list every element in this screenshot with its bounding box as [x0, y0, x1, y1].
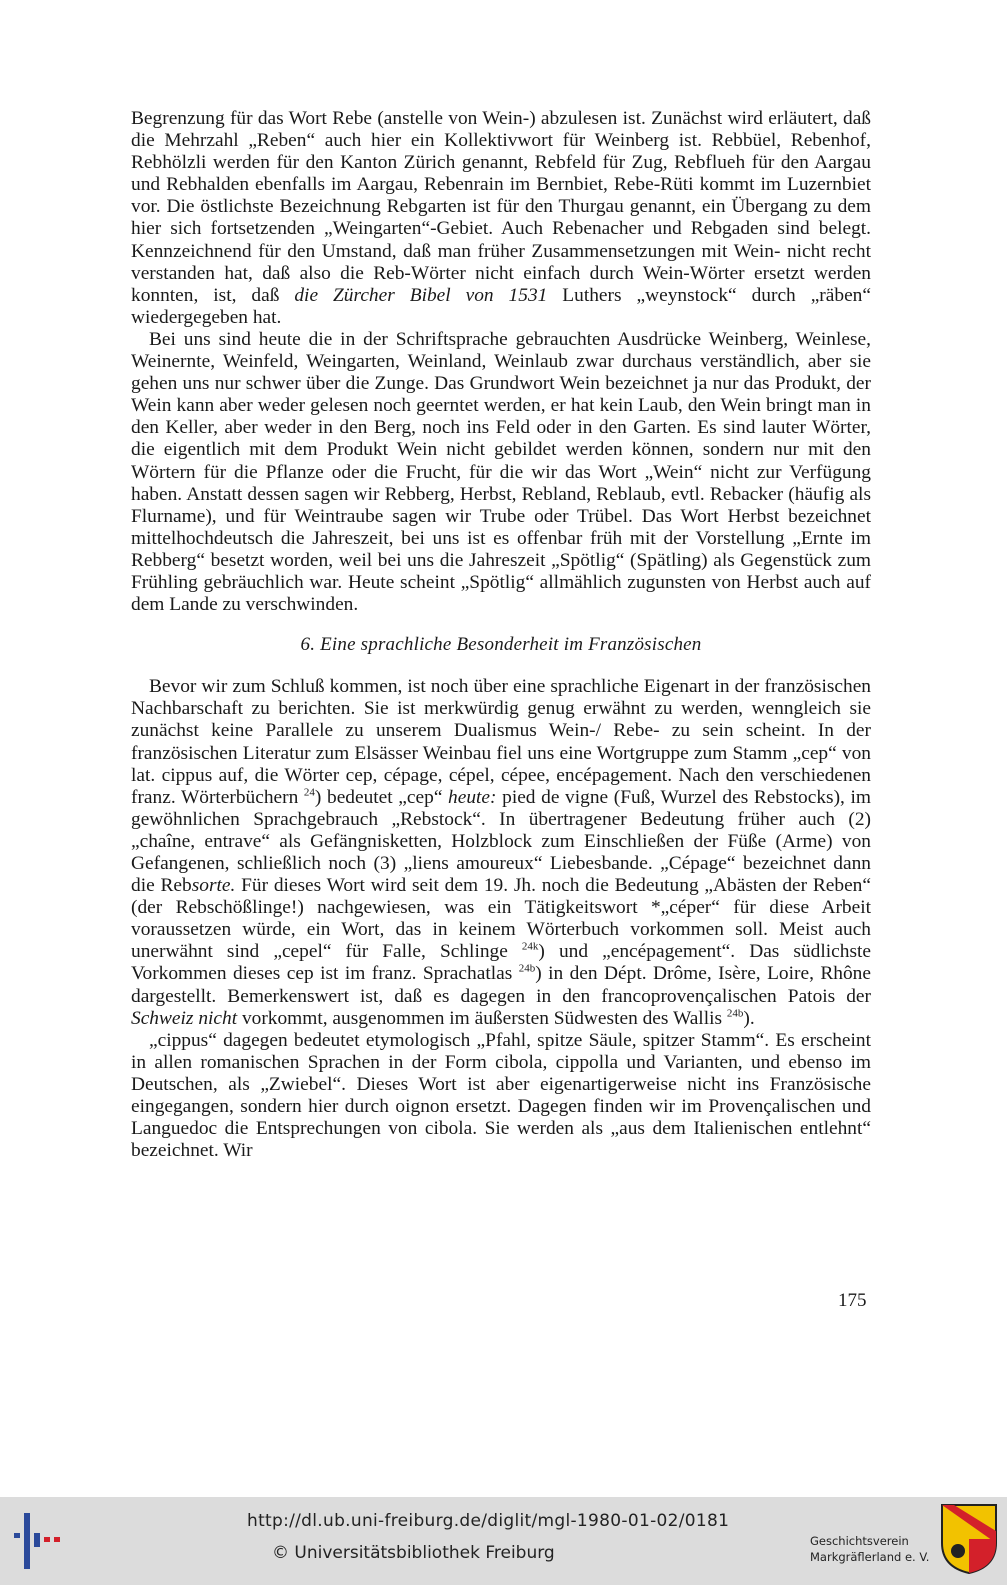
text-run: Bevor wir zum Schluß kommen, ist noch über eine sprachliche Eigenart in der französischen Nachbarschaft zu berichten. Sie ist merkwürdig genug erwähnt zu werden, wenngleich sie zunächst keine Parallele zu unserem Dualismus Wein-/ Rebe- zu sein scheint. In der französischen Literatur zum Elsässer Weinbau fiel uns eine Wortgruppe zum Stamm „cep“ von lat. cippus auf, die Wörter cep, cépage, cépel, cépee, encépagement. Nach den verschiedenen franz. Wörterbüchern [131, 676, 871, 808]
text-run: Für dieses Wort wird seit dem 19. Jh. noch die Bedeutung „Abästen der Reben“ (der Rebschößlinge!) nachgewiesen, was ein Tätigkeitswort *„céper“ für diese Arbeit voraussetzen würde, ein Wort, das in keinem Wörterbuch vorkommen soll. Meist auch unerwähnt sind „cepel“ für Falle, Schlinge [131, 875, 871, 963]
text-run: vorkommt, ausgenommen im äußersten Südwesten des Wallis [237, 1007, 727, 1029]
footnote-ref: 24b [726, 1007, 744, 1020]
text-run: ) bedeutet „cep“ [314, 786, 449, 808]
footer-bar [0, 1497, 1007, 1585]
footnote-ref: 24 [303, 786, 315, 799]
paragraph [131, 108, 871, 329]
footnote-ref: 24k [521, 940, 539, 953]
copyright-text: © Universitätsbibliothek Freiburg [272, 1543, 555, 1563]
paragraph: „cippus“ dagegen bedeutet etymologisch „Pfahl, spitze Säule, spitzer Stamm“. Es erscheint in allen romanischen Sprachen in der Form cibola, cippolla und Varianten, und ebenso im Deutschen, als „Zwiebel“. Dieses Wort ist aber eigenartigerweise nicht ins Französische eingegangen, sondern hier durch oignon ersetzt. Dagegen finden wir im Provençalischen und Languedoc die Entsprechungen von cibola. Sie werden als „aus dem Italienischen entlehnt“ bezeichnet. Wir [131, 1029, 871, 1162]
society-line: Geschichtsverein [810, 1534, 909, 1548]
text-run: Begrenzung für das Wort Rebe (anstelle von Wein-) abzulesen ist. Zunächst wird erläutert, daß die Mehrzahl „Reben“ auch hier ein Kollektivwort für Weinberg ist. Rebbüel, Rebenhof, Rebhölzli werden für den Kanton Zürich genannt, Rebfeld für Zug, Rebflueh für den Aargau und Rebhalden ebenfalls im Aargau, Rebenrain im Bernbiet, Rebe-Rüti kommt im Luzernbiet vor. Die östlichste Bezeichnung Rebgarten ist für den Thurgau genannt, ein Übergang zu dem hier sich fortsetzenden „Weingarten“-Gebiet. Auch Rebenacher und Rebgaden sind belegt. Kennzeichnend für den Umstand, daß man früher Zusammensetzungen mit Wein- nicht recht verstanden hat, daß also die Reb-Wörter nicht einfach durch Wein-Wörter ersetzt werden konnten, ist, daß [131, 108, 871, 306]
footnote-ref: 24b [518, 963, 536, 975]
page-number: 175 [838, 1290, 867, 1311]
paragraph: Bei uns sind heute die in der Schriftsprache gebrauchten Ausdrücke Weinberg, Weinlese, Weinernte, Weinfeld, Weingarten, Weinland, Weinlaub zwar durchaus verständlich, aber sie gehen uns nur schwer über die Zunge. Das Grundwort Wein bezeichnet ja nur das Produkt, der Wein kann aber weder gelesen noch geerntet werden, er hat kein Laub, den Wein bringt man in den Keller, aber weder in den Berg, noch ins Feld oder in den Garten. Es sind lauter Wörter, die eigentlich mit dem Produkt Wein nicht gebildet werden können, sondern nur mit den Wörtern für die Pflanze oder die Frucht, für die wir das Wort „Wein“ nicht zur Verfügung haben. Anstatt dessen sagen wir Rebberg, Herbst, Rebland, Reblaub, evtl. Rebacker (häufig als Flurname), und für Weintraube sagen wir Trube oder Trübel. Das Wort Herbst bezeichnet mittelhochdeutsch die Jahreszeit, bei uns ist es offenbar früh mit der Vorstellung „Ernte im Rebberg“ besetzt worden, weil bei uns die Jahreszeit „Spötlig“ (Spätling) als Gegenstück zum Frühling gebräuchlich war. Heute scheint „Spötlig“ allmählich zugunsten von Herbst auch auf dem Lande zu verschwinden. [131, 328, 871, 616]
section-heading: 6. Eine sprachliche Besonderheit im Französischen [300, 634, 702, 656]
source-url-link[interactable]: http://dl.ub.uni-freiburg.de/diglit/mgl-1980-01-02/0181 [247, 1511, 730, 1531]
italic-citation: die Zürcher Bibel von 1531 [294, 284, 548, 306]
text-run: pied de vigne (Fuß, Wurzel des Rebstocks), im gewöhnlichen Sprachgebrauch „Rebstock“. In übertragener Bedeutung früher auch (2) „chaîne, entrave“ als Gefängnisketten, Holzblock zum Einschließen der Füße (Arme) von Gefangenen, schließlich noch (3) „liens amoureux“ Liebesbande. „Cépage“ bezeichnet dann die Reb [131, 786, 871, 897]
italic-word: sorte. [191, 875, 236, 897]
paragraph [131, 676, 871, 1030]
document-body [131, 108, 871, 1162]
society-name [810, 1533, 929, 1565]
society-crest-icon [940, 1503, 998, 1579]
text-run: ) in den Dépt. Drôme, Isère, Loire, Rhône dargestellt. Bemerkenswert ist, daß es dagegen in den francoprovençalischen Patois der [131, 963, 871, 1007]
text-run: ) und „encépagement“. Das südlichste Vorkommen dieses cep ist im franz. Sprachatlas [131, 941, 871, 985]
library-logo-icon [8, 1507, 64, 1581]
society-line: Markgräflerland e. V. [810, 1550, 930, 1564]
text-run: ). [743, 1007, 755, 1029]
italic-word: heute: [448, 786, 497, 808]
text-run: Luthers „weynstock“ durch „räben“ wiedergegeben hat. [131, 284, 871, 328]
italic-word: Schweiz nicht [131, 1007, 238, 1029]
